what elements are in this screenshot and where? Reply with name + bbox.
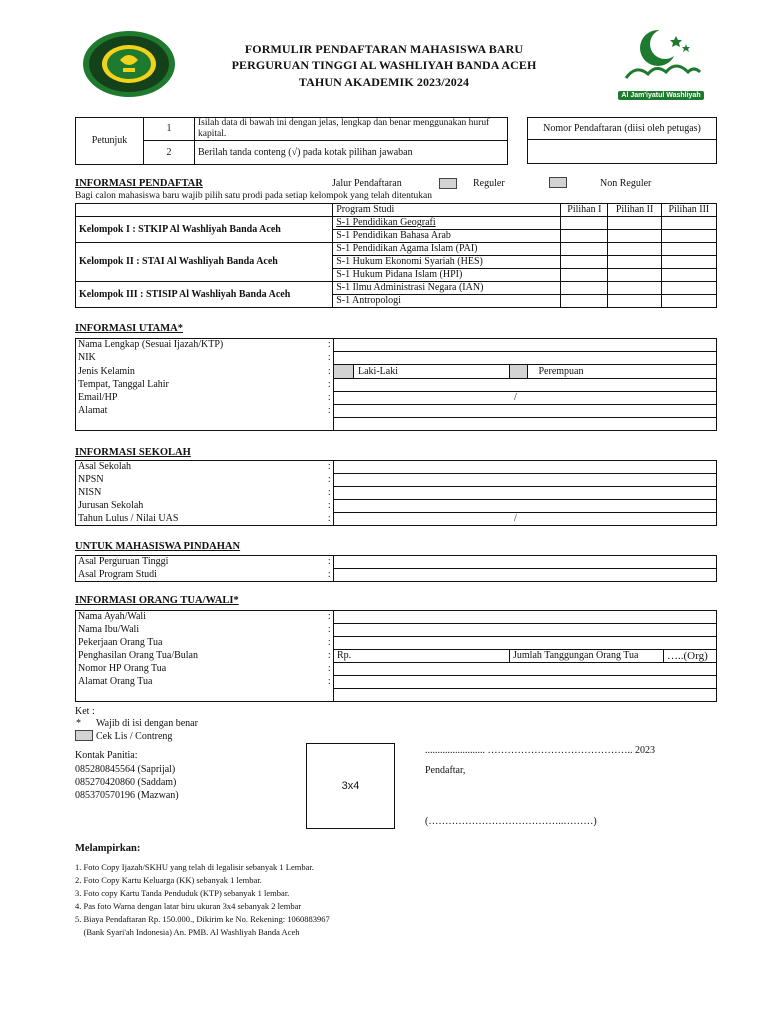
perempuan-label: Perempuan [538, 365, 584, 377]
email-hp-input[interactable] [334, 392, 717, 405]
signature-date: ........................ …………………………………….. 2023 [425, 745, 655, 756]
header-title-2: PERGURUAN TINGGI AL WASHLIYAH BANDA ACEH [231, 58, 537, 72]
melampirkan-item: 1. Foto Copy Ijazah/SKHU yang telah di legalisir sebanyak 1 Lembar. [75, 862, 314, 872]
penghasilan-input[interactable] [334, 650, 510, 663]
kelompok-1-label: Kelompok I : STKIP Al Washliyah Banda Aceh [76, 217, 333, 243]
choice-cell[interactable] [608, 282, 661, 295]
non-reguler-label: Non Reguler [600, 178, 652, 189]
field-label: Penghasilan Orang Tua/Bulan [78, 650, 198, 661]
petunjuk-text-2: Berilah tanda conteng (√) pada kotak pilihan jawaban [195, 141, 508, 165]
nomor-pendaftaran-table [527, 117, 717, 164]
prodi-corner [76, 204, 333, 217]
pilihan2-header: Pilihan II [608, 204, 661, 217]
right-logo [618, 26, 704, 100]
section-informasi-pendaftar: INFORMASI PENDAFTAR [75, 178, 203, 189]
nomor-pendaftaran-label: Nomor Pendaftaran (diisi oleh petugas) [528, 118, 717, 140]
section-informasi-utama: INFORMASI UTAMA* [75, 323, 184, 334]
nisn-input[interactable] [334, 487, 717, 500]
orang-tua-table: Nama Ayah/Wali : Nama Ibu/Wali : Pekerjaan Orang Tua : Penghasilan Orang Tua/Bulan : Rp. Jumlah Tanggungan Orang Tua …..(Org) Nomor HP Orang Tua : Alamat Orang Tua : [75, 610, 717, 702]
choice-cell[interactable] [608, 256, 661, 269]
ket-checkbox-legend [75, 730, 93, 741]
petunjuk-table [75, 117, 508, 165]
choice-cell[interactable] [661, 269, 716, 282]
field-label: Nama Lengkap (Sesuai Ijazah/KTP) [78, 339, 224, 351]
photo-box[interactable] [306, 743, 395, 829]
choice-cell[interactable] [561, 256, 608, 269]
prodi-ian: S-1 Ilmu Administrasi Negara (IAN) [333, 282, 561, 295]
field-label: Jurusan Sekolah [78, 500, 144, 511]
alamat-input-2[interactable] [334, 418, 717, 431]
field-label: Asal Perguruan Tinggi [78, 556, 169, 568]
ket-label: Ket : [75, 706, 95, 717]
signature-name-line: (…………………………………..………) [425, 816, 597, 827]
reguler-label: Reguler [473, 178, 505, 189]
petunjuk-label: Petunjuk [76, 118, 144, 165]
perempuan-checkbox[interactable] [510, 365, 528, 378]
tanggungan-label: Jumlah Tanggungan Orang Tua [510, 650, 664, 663]
section-orang-tua: INFORMASI ORANG TUA/WALI* [75, 595, 239, 606]
header-title-1: FORMULIR PENDAFTARAN MAHASISWA BARU [244, 42, 524, 56]
signature-pendaftar: Pendaftar, [425, 765, 466, 776]
informasi-utama-table: Nama Lengkap (Sesuai Ijazah/KTP) : NIK : Jenis Kelamin : Laki-Laki Perempuan Tempat, Tanggal Lahir : Email/HP : / Alamat : [75, 338, 717, 431]
perempuan-cell[interactable] [510, 365, 717, 379]
laki-label: Laki-Laki [354, 365, 510, 379]
field-label: NIK [78, 352, 96, 363]
choice-cell[interactable] [608, 217, 661, 230]
kontak-label: Kontak Panitia: [75, 750, 138, 761]
nama-ayah-input[interactable] [334, 611, 717, 624]
field-label: Pekerjaan Orang Tua [78, 637, 163, 648]
choice-cell[interactable] [661, 282, 716, 295]
choice-cell[interactable] [561, 282, 608, 295]
field-label: NPSN [78, 474, 104, 485]
choice-cell[interactable] [561, 295, 608, 308]
choice-cell[interactable] [608, 243, 661, 256]
pilihan3-header: Pilihan III [661, 204, 716, 217]
jalur-label: Jalur Pendaftaran [332, 178, 402, 189]
melampirkan-item: 3. Foto copy Kartu Tanda Penduduk (KTP) sebanyak 1 lembar. [75, 888, 290, 898]
tanggungan-input[interactable]: …..(Org) [664, 650, 717, 663]
field-label: Tahun Lulus / Nilai UAS [78, 512, 179, 524]
alamat-input[interactable] [334, 405, 717, 418]
rp-label: Rp. [337, 650, 352, 661]
separator-slash: / [514, 513, 517, 524]
melampirkan-item: 5. Biaya Pendaftaran Rp. 150.000., Dikirim ke No. Rekening: 1060883967 [75, 914, 330, 924]
nama-ibu-input[interactable] [334, 624, 717, 637]
pendaftar-note: Bagi calon mahasiswa baru wajib pilih satu prodi pada setiap kelompok yang telah ditentukan [75, 191, 432, 201]
hp-ortu-input[interactable] [334, 663, 717, 676]
pilihan1-header: Pilihan I [561, 204, 608, 217]
jurusan-input[interactable] [334, 500, 717, 513]
asal-sekolah-input[interactable] [334, 461, 717, 474]
alamat-ortu-input[interactable] [334, 676, 717, 689]
ket-wajib: Wajib di isi dengan benar [96, 718, 198, 729]
section-pindahan: UNTUK MAHASISWA PINDAHAN [75, 541, 241, 552]
kontak-item: 085370570196 (Mazwan) [75, 790, 179, 801]
separator-slash: / [514, 392, 517, 403]
ket-ceklis: Cek Lis / Contreng [96, 731, 173, 742]
field-label: Alamat Orang Tua [78, 676, 153, 687]
melampirkan-item: 2. Foto Copy Kartu Keluarga (KK) sebanyak 1 lembar. [75, 875, 262, 885]
asal-pt-input[interactable] [334, 556, 717, 569]
choice-cell[interactable] [608, 295, 661, 308]
non-reguler-checkbox[interactable] [549, 177, 567, 188]
field-label: Jenis Kelamin [78, 365, 135, 377]
tahun-lulus-input[interactable] [334, 513, 717, 526]
pekerjaan-input[interactable] [334, 637, 717, 650]
reguler-checkbox[interactable] [439, 178, 457, 189]
petunjuk-no-2: 2 [144, 141, 195, 165]
melampirkan-item: 4. Pas foto Warna dengan latar biru ukuran 3x4 sebanyak 2 lembar [75, 901, 302, 911]
asal-prodi-input[interactable] [334, 569, 717, 582]
prodi-pai: S-1 Pendidikan Agama Islam (PAI) [333, 243, 561, 256]
choice-cell[interactable] [661, 230, 716, 243]
melampirkan-item: (Bank Syari'ah Indonesia) An. PMB. Al Washliyah Banda Aceh [75, 927, 300, 937]
choice-cell[interactable] [661, 217, 716, 230]
choice-cell[interactable] [661, 256, 716, 269]
nik-input[interactable] [334, 352, 717, 365]
prodi-hpi: S-1 Hukum Pidana Islam (HPI) [333, 269, 561, 282]
laki-checkbox[interactable] [334, 365, 354, 379]
melampirkan-title: Melampirkan: [75, 843, 141, 854]
prodi-bahasa-arab: S-1 Pendidikan Bahasa Arab [333, 230, 561, 243]
pindahan-table: Asal Perguruan Tinggi : Asal Program Studi : [75, 555, 717, 582]
field-label: Tempat, Tanggal Lahir [78, 379, 169, 390]
kontak-item: 085280845564 (Saprijal) [75, 764, 176, 775]
field-label: Alamat [78, 405, 108, 416]
choice-cell[interactable] [561, 230, 608, 243]
field-label: Email/HP [78, 392, 118, 403]
informasi-sekolah-table: Asal Sekolah : NPSN : NISN : Jurusan Sekolah : Tahun Lulus / Nilai UAS : / [75, 460, 717, 526]
field-label: Asal Program Studi [78, 568, 157, 580]
field-label: Nama Ibu/Wali [78, 624, 140, 635]
prodi-hes: S-1 Hukum Ekonomi Syariah (HES) [333, 256, 561, 269]
nomor-pendaftaran-field[interactable] [528, 140, 717, 164]
choice-cell[interactable] [608, 230, 661, 243]
ket-star: * [76, 718, 81, 729]
melampirkan-list [75, 861, 330, 939]
header-title-3: TAHUN AKADEMIK 2023/2024 [298, 75, 470, 89]
choice-cell[interactable] [608, 269, 661, 282]
petunjuk-text-1: Isilah data di bawah ini dengan jelas, lengkap dan benar menggunakan huruf kapital. [195, 118, 508, 141]
npsn-input[interactable] [334, 474, 717, 487]
choice-cell[interactable] [561, 217, 608, 230]
prodi-antropologi: S-1 Antropologi [333, 295, 561, 308]
ttl-input[interactable] [334, 379, 717, 392]
petunjuk-no-1: 1 [144, 118, 195, 141]
choice-cell[interactable] [561, 243, 608, 256]
nama-input[interactable] [334, 339, 717, 352]
field-label: NISN [78, 487, 102, 498]
field-label: Asal Sekolah [78, 461, 132, 473]
field-label: Nomor HP Orang Tua [78, 663, 167, 674]
section-informasi-sekolah: INFORMASI SEKOLAH [75, 447, 191, 458]
choice-cell[interactable] [661, 243, 716, 256]
alamat-ortu-input-2[interactable] [334, 689, 717, 702]
prodi-geografi: S-1 Pendidikan Geografi [333, 217, 561, 230]
kelompok-2-label: Kelompok II : STAI Al Washliyah Banda Aceh [76, 243, 333, 282]
right-logo-caption: Al Jam'iyatul Washliyah [618, 91, 704, 100]
prodi-col-header: Program Studi [333, 204, 561, 217]
photo-label: 3x4 [341, 780, 360, 792]
prodi-table [75, 203, 717, 308]
field-label: Nama Ayah/Wali [78, 611, 146, 623]
kelompok-3-label: Kelompok III : STISIP Al Washliyah Banda Aceh [76, 282, 333, 308]
choice-cell[interactable] [661, 295, 716, 308]
choice-cell[interactable] [561, 269, 608, 282]
kontak-item: 085270420860 (Saddam) [75, 777, 177, 788]
